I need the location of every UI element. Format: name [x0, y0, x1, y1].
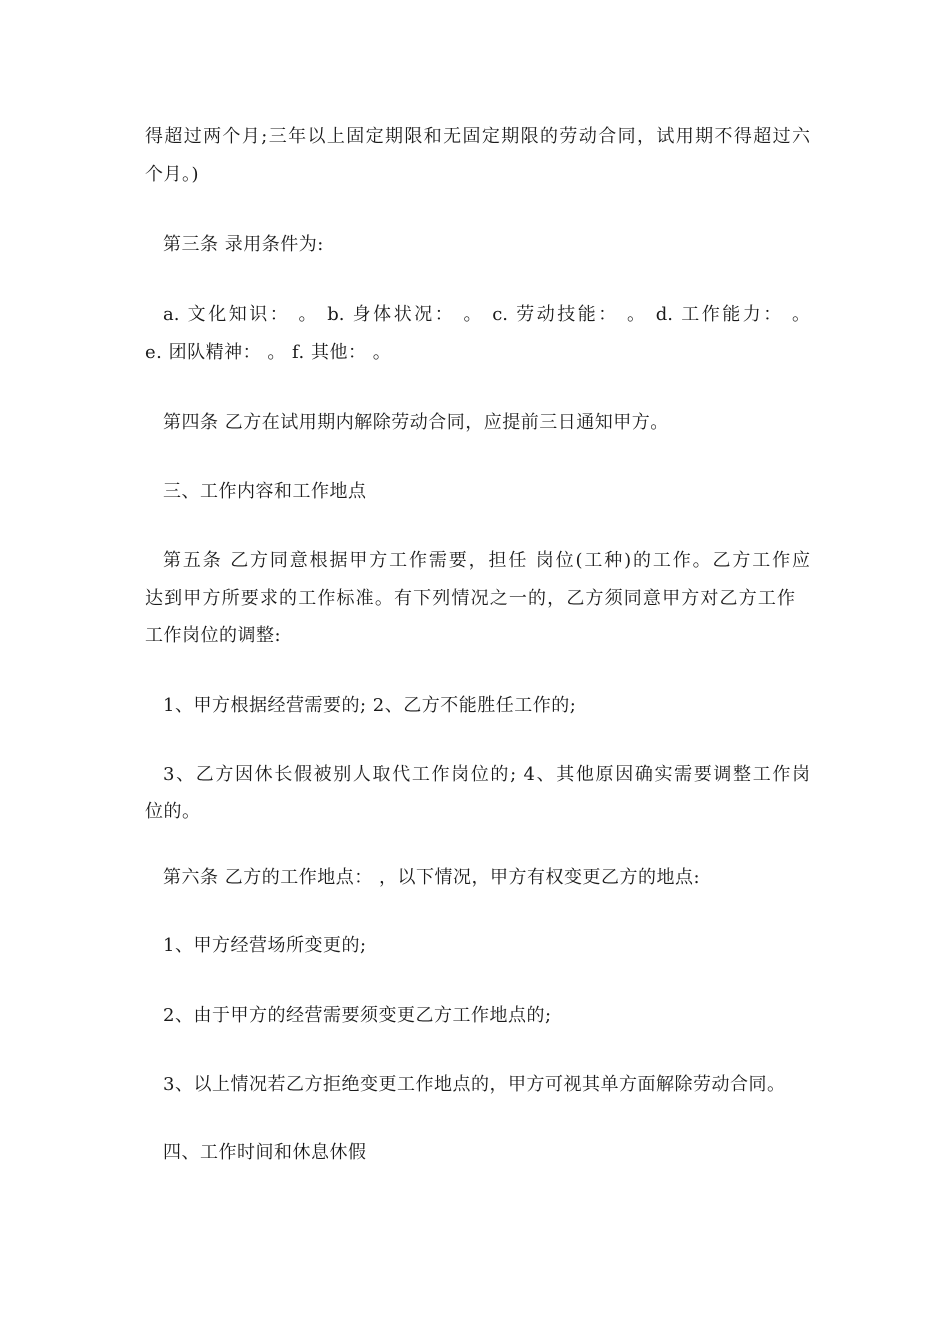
list-item: 1、甲方根据经营需要的; 2、乙方不能胜任工作的;: [163, 695, 577, 716]
section-heading: 四、工作时间和休息休假: [163, 1142, 367, 1163]
list-item: 3、乙方因休长假被别人取代工作岗位的; 4、其他原因确实需要调整工作岗: [163, 764, 810, 785]
list-item: 1、甲方经营场所变更的;: [163, 935, 367, 956]
text-line: 得超过两个月;三年以上固定期限和无固定期限的劳动合同，试用期不得超过六: [145, 126, 810, 147]
text-line: 第六条 乙方的工作地点： ，以下情况，甲方有权变更乙方的地点:: [163, 867, 701, 888]
text-line: 达到甲方所要求的工作标准。有下列情况之一的，乙方须同意甲方对乙方工作: [145, 588, 795, 609]
text-line: 位的。: [145, 801, 201, 822]
section-heading: 三、工作内容和工作地点: [163, 481, 367, 502]
text-line: 工作岗位的调整:: [145, 625, 282, 646]
text-line: 第四条 乙方在试用期内解除劳动合同，应提前三日通知甲方。: [163, 412, 669, 433]
text-line: 个月。): [145, 164, 200, 185]
text-line: a. 文化知识： 。 b. 身体状况： 。 c. 劳动技能： 。 d. 工作能力： 。: [163, 304, 810, 325]
text-line: e. 团队精神： 。 f. 其他： 。: [145, 342, 392, 363]
list-item: 3、以上情况若乙方拒绝变更工作地点的，甲方可视其单方面解除劳动合同。: [163, 1074, 786, 1095]
article-heading: 第三条 录用条件为:: [163, 234, 324, 255]
text-line: 第五条 乙方同意根据甲方工作需要，担任 岗位(工种)的工作。乙方工作应: [163, 550, 810, 571]
list-item: 2、由于甲方的经营需要须变更乙方工作地点的;: [163, 1005, 552, 1026]
